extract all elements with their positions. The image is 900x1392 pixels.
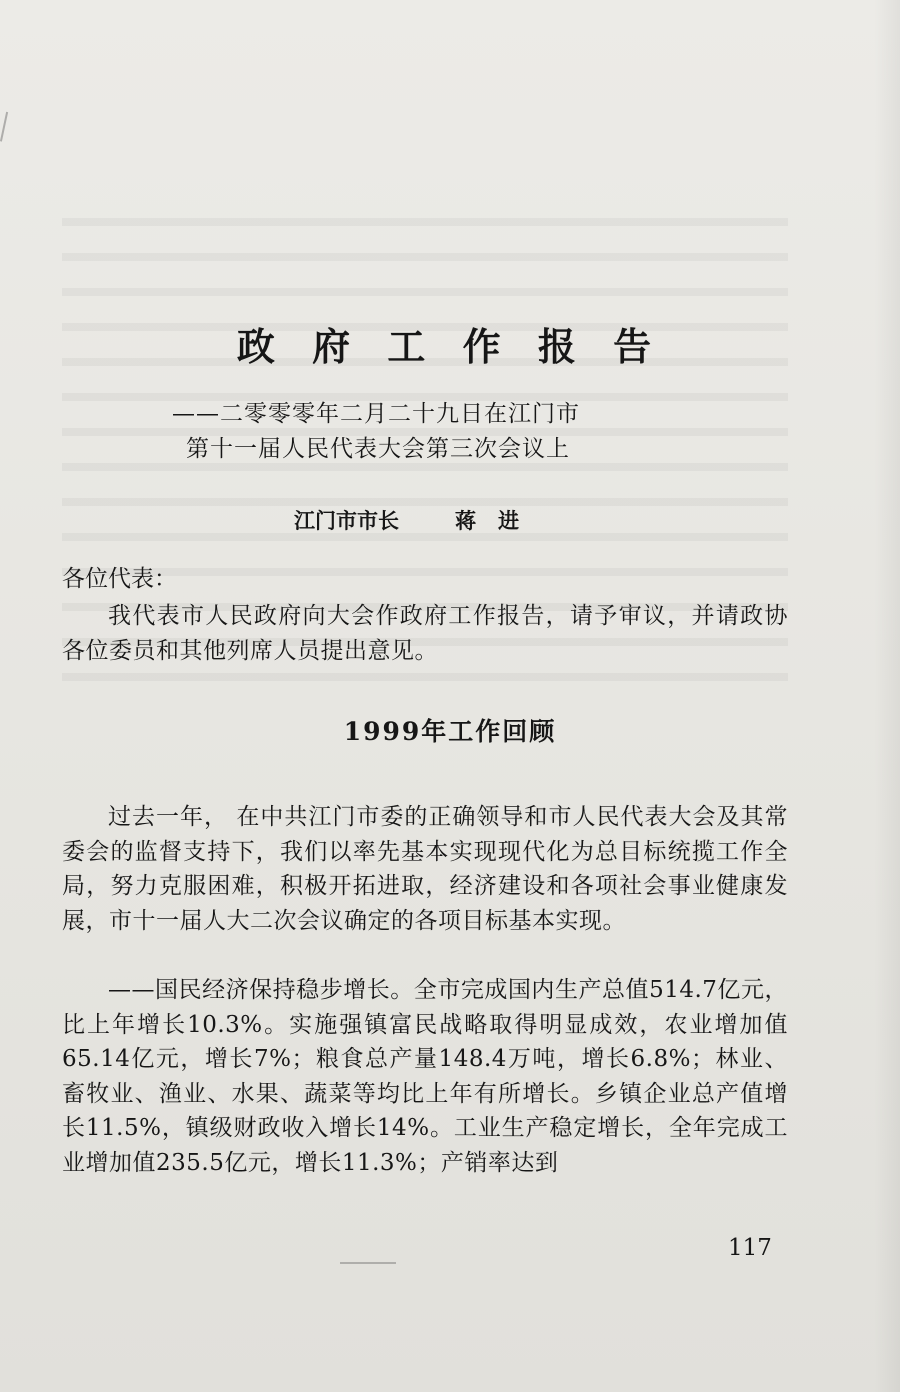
author-line [294, 505, 541, 537]
section-heading: 1999年工作回顾 [343, 717, 557, 746]
scan-mark [340, 1262, 396, 1264]
report-subtitle-line-2: 第十一届人民代表大会第三次会议上 [186, 436, 570, 462]
author-name: 蒋进 [455, 508, 541, 533]
report-subtitle-line-1: ——二零零零年二月二十九日在江门市 [172, 401, 580, 427]
page-number: 117 [728, 1235, 772, 1261]
page-edge-shadow [874, 0, 900, 1392]
paragraph-intro: 我代表市人民政府向大会作政府工作报告，请予审议，并请政协各位委员和其他列席人员提出意见。 [62, 603, 788, 664]
scan-edge-mark [0, 112, 11, 142]
paragraph-review: 过去一年， 在中共江门市委的正确领导和市人民代表大会及其常委会的监督支持下，我们以率先基本实现现代化为总目标统揽工作全局，努力克服困难，积极开拓进取，经济建设和各项社会事业健康发展，市十一届人大二次会议确定的各项目标基本实现。 [62, 804, 788, 934]
author-role: 江门市市长 [294, 508, 399, 533]
report-title: 政 府 工 作 报 告 [236, 324, 664, 369]
salutation: 各位代表： [62, 566, 177, 592]
paragraph-economy: ——国民经济保持稳步增长。全市完成国内生产总值514.7亿元，比上年增长10.3%。实施强镇富民战略取得明显成效，农业增加值65.14亿元，增长7%；粮食总产量148.4万吨，增长6.8%；林业、畜牧业、渔业、水果、蔬菜等均比上年有所增长。乡镇企业总产值增长11.5%，镇级财政收入增长14%。工业生产稳定增长，全年完成工业增加值235.5亿元，增长11.3%；产销率达到 [62, 977, 788, 1176]
